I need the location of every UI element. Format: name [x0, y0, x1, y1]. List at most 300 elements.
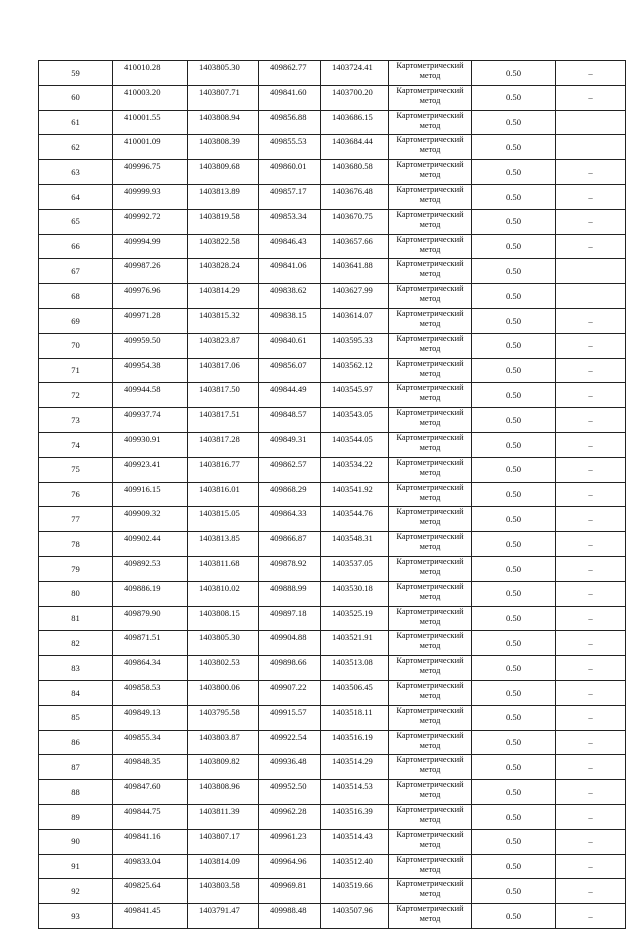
- table-row: [39, 804, 626, 829]
- accuracy-cell: 0.50: [472, 606, 556, 631]
- y-start-cell: 1403811.39: [188, 804, 259, 829]
- x-end-cell: 409964.96: [259, 854, 321, 879]
- table-row: [39, 259, 626, 284]
- point-number-cell: 67: [39, 259, 113, 284]
- table-row: [39, 656, 626, 681]
- method-cell: Картометрический метод: [389, 259, 472, 284]
- note-cell: –: [556, 85, 626, 110]
- y-end-cell: 1403657.66: [321, 234, 389, 259]
- accuracy-cell: 0.50: [472, 408, 556, 433]
- y-end-cell: 1403595.33: [321, 333, 389, 358]
- table-row: [39, 209, 626, 234]
- method-cell: Картометрический метод: [389, 482, 472, 507]
- accuracy-cell: 0.50: [472, 482, 556, 507]
- table-row: [39, 556, 626, 581]
- accuracy-cell: 0.50: [472, 879, 556, 904]
- method-cell: Картометрический метод: [389, 606, 472, 631]
- y-end-cell: 1403544.76: [321, 507, 389, 532]
- point-number-cell: 61: [39, 110, 113, 135]
- point-number-cell: 69: [39, 308, 113, 333]
- y-start-cell: 1403816.77: [188, 457, 259, 482]
- table-row: [39, 234, 626, 259]
- x-end-cell: 409952.50: [259, 780, 321, 805]
- point-number-cell: 68: [39, 284, 113, 309]
- table-row: [39, 904, 626, 929]
- method-cell: Картометрический метод: [389, 383, 472, 408]
- point-number-cell: 78: [39, 532, 113, 557]
- point-number-cell: 81: [39, 606, 113, 631]
- point-number-cell: 89: [39, 804, 113, 829]
- accuracy-cell: 0.50: [472, 184, 556, 209]
- y-end-cell: 1403543.05: [321, 408, 389, 433]
- accuracy-cell: 0.50: [472, 234, 556, 259]
- note-cell: –: [556, 879, 626, 904]
- note-cell: –: [556, 730, 626, 755]
- note-cell: –: [556, 829, 626, 854]
- accuracy-cell: 0.50: [472, 358, 556, 383]
- table-row: [39, 135, 626, 160]
- point-number-cell: 72: [39, 383, 113, 408]
- note-cell: –: [556, 606, 626, 631]
- note-cell: –: [556, 308, 626, 333]
- y-start-cell: 1403805.30: [188, 631, 259, 656]
- y-end-cell: 1403514.43: [321, 829, 389, 854]
- y-start-cell: 1403814.09: [188, 854, 259, 879]
- table-row: [39, 61, 626, 86]
- y-start-cell: 1403814.29: [188, 284, 259, 309]
- x-end-cell: 409848.57: [259, 408, 321, 433]
- x-end-cell: 409878.92: [259, 556, 321, 581]
- note-cell: –: [556, 457, 626, 482]
- note-cell: –: [556, 705, 626, 730]
- x-start-cell: 409847.60: [113, 780, 188, 805]
- table-row: [39, 606, 626, 631]
- note-cell: –: [556, 556, 626, 581]
- x-end-cell: 409856.07: [259, 358, 321, 383]
- note-cell: –: [556, 61, 626, 86]
- x-end-cell: 409853.34: [259, 209, 321, 234]
- y-start-cell: 1403810.02: [188, 581, 259, 606]
- method-cell: Картометрический метод: [389, 160, 472, 185]
- y-end-cell: 1403641.88: [321, 259, 389, 284]
- x-start-cell: 409848.35: [113, 755, 188, 780]
- y-end-cell: 1403686.15: [321, 110, 389, 135]
- y-start-cell: 1403809.82: [188, 755, 259, 780]
- x-start-cell: 410010.28: [113, 61, 188, 86]
- accuracy-cell: 0.50: [472, 209, 556, 234]
- accuracy-cell: 0.50: [472, 904, 556, 929]
- y-start-cell: 1403813.85: [188, 532, 259, 557]
- y-end-cell: 1403700.20: [321, 85, 389, 110]
- x-end-cell: 409907.22: [259, 680, 321, 705]
- y-start-cell: 1403817.51: [188, 408, 259, 433]
- x-start-cell: 409923.41: [113, 457, 188, 482]
- method-cell: Картометрический метод: [389, 432, 472, 457]
- accuracy-cell: 0.50: [472, 680, 556, 705]
- method-cell: Картометрический метод: [389, 408, 472, 433]
- accuracy-cell: 0.50: [472, 110, 556, 135]
- y-start-cell: 1403808.15: [188, 606, 259, 631]
- note-cell: –: [556, 804, 626, 829]
- y-end-cell: 1403506.45: [321, 680, 389, 705]
- note-cell: –: [556, 631, 626, 656]
- y-start-cell: 1403808.96: [188, 780, 259, 805]
- accuracy-cell: 0.50: [472, 308, 556, 333]
- method-cell: Картометрический метод: [389, 507, 472, 532]
- table-row: [39, 780, 626, 805]
- x-start-cell: 409916.15: [113, 482, 188, 507]
- table-row: [39, 432, 626, 457]
- y-start-cell: 1403803.58: [188, 879, 259, 904]
- y-end-cell: 1403514.29: [321, 755, 389, 780]
- note-cell: –: [556, 209, 626, 234]
- table-row: [39, 730, 626, 755]
- x-end-cell: 409838.15: [259, 308, 321, 333]
- note-cell: –: [556, 680, 626, 705]
- accuracy-cell: 0.50: [472, 780, 556, 805]
- y-start-cell: 1403791.47: [188, 904, 259, 929]
- x-start-cell: 409994.99: [113, 234, 188, 259]
- note-cell: [556, 259, 626, 284]
- x-start-cell: 409996.75: [113, 160, 188, 185]
- table-row: [39, 482, 626, 507]
- y-end-cell: 1403507.96: [321, 904, 389, 929]
- table-row: [39, 532, 626, 557]
- y-start-cell: 1403822.58: [188, 234, 259, 259]
- y-end-cell: 1403534.22: [321, 457, 389, 482]
- x-start-cell: 410001.55: [113, 110, 188, 135]
- x-end-cell: 409857.17: [259, 184, 321, 209]
- table-row: [39, 184, 626, 209]
- point-number-cell: 66: [39, 234, 113, 259]
- point-number-cell: 62: [39, 135, 113, 160]
- y-start-cell: 1403817.28: [188, 432, 259, 457]
- x-end-cell: 409969.81: [259, 879, 321, 904]
- method-cell: Картометрический метод: [389, 184, 472, 209]
- x-end-cell: 409840.61: [259, 333, 321, 358]
- table-row: [39, 581, 626, 606]
- point-number-cell: 64: [39, 184, 113, 209]
- table-row: [39, 110, 626, 135]
- x-end-cell: 409862.57: [259, 457, 321, 482]
- x-start-cell: 409825.64: [113, 879, 188, 904]
- method-cell: Картометрический метод: [389, 358, 472, 383]
- x-start-cell: 409892.53: [113, 556, 188, 581]
- method-cell: Картометрический метод: [389, 829, 472, 854]
- accuracy-cell: 0.50: [472, 135, 556, 160]
- y-start-cell: 1403819.58: [188, 209, 259, 234]
- point-number-cell: 76: [39, 482, 113, 507]
- y-end-cell: 1403541.92: [321, 482, 389, 507]
- x-start-cell: 409879.90: [113, 606, 188, 631]
- y-start-cell: 1403800.06: [188, 680, 259, 705]
- x-end-cell: 409898.66: [259, 656, 321, 681]
- y-start-cell: 1403828.24: [188, 259, 259, 284]
- accuracy-cell: 0.50: [472, 581, 556, 606]
- accuracy-cell: 0.50: [472, 259, 556, 284]
- accuracy-cell: 0.50: [472, 333, 556, 358]
- table-row: [39, 333, 626, 358]
- y-start-cell: 1403815.05: [188, 507, 259, 532]
- method-cell: Картометрический метод: [389, 854, 472, 879]
- method-cell: Картометрический метод: [389, 308, 472, 333]
- x-start-cell: 409841.16: [113, 829, 188, 854]
- y-end-cell: 1403680.58: [321, 160, 389, 185]
- method-cell: Картометрический метод: [389, 804, 472, 829]
- method-cell: Картометрический метод: [389, 755, 472, 780]
- table-row: [39, 85, 626, 110]
- x-start-cell: 409886.19: [113, 581, 188, 606]
- point-number-cell: 65: [39, 209, 113, 234]
- note-cell: –: [556, 358, 626, 383]
- y-end-cell: 1403676.48: [321, 184, 389, 209]
- x-end-cell: 409904.88: [259, 631, 321, 656]
- x-end-cell: 409922.54: [259, 730, 321, 755]
- point-number-cell: 80: [39, 581, 113, 606]
- note-cell: –: [556, 432, 626, 457]
- y-end-cell: 1403530.18: [321, 581, 389, 606]
- accuracy-cell: 0.50: [472, 85, 556, 110]
- note-cell: –: [556, 581, 626, 606]
- x-start-cell: 409858.53: [113, 680, 188, 705]
- y-start-cell: 1403817.06: [188, 358, 259, 383]
- y-start-cell: 1403807.17: [188, 829, 259, 854]
- y-start-cell: 1403815.32: [188, 308, 259, 333]
- x-start-cell: 409999.93: [113, 184, 188, 209]
- table-row: [39, 680, 626, 705]
- y-end-cell: 1403514.53: [321, 780, 389, 805]
- note-cell: –: [556, 160, 626, 185]
- table-row: [39, 631, 626, 656]
- table-row: [39, 160, 626, 185]
- y-start-cell: 1403817.50: [188, 383, 259, 408]
- point-number-cell: 83: [39, 656, 113, 681]
- table-row: [39, 705, 626, 730]
- y-end-cell: 1403537.05: [321, 556, 389, 581]
- note-cell: –: [556, 507, 626, 532]
- x-start-cell: 409937.74: [113, 408, 188, 433]
- point-number-cell: 77: [39, 507, 113, 532]
- y-start-cell: 1403808.39: [188, 135, 259, 160]
- method-cell: Картометрический метод: [389, 85, 472, 110]
- method-cell: Картометрический метод: [389, 284, 472, 309]
- y-end-cell: 1403513.08: [321, 656, 389, 681]
- y-start-cell: 1403811.68: [188, 556, 259, 581]
- method-cell: Картометрический метод: [389, 631, 472, 656]
- x-end-cell: 409846.43: [259, 234, 321, 259]
- accuracy-cell: 0.50: [472, 556, 556, 581]
- accuracy-cell: 0.50: [472, 705, 556, 730]
- note-cell: –: [556, 904, 626, 929]
- method-cell: Картометрический метод: [389, 879, 472, 904]
- x-end-cell: 409838.62: [259, 284, 321, 309]
- x-end-cell: 409897.18: [259, 606, 321, 631]
- method-cell: Картометрический метод: [389, 333, 472, 358]
- table-row: [39, 507, 626, 532]
- y-end-cell: 1403516.39: [321, 804, 389, 829]
- x-end-cell: 409860.01: [259, 160, 321, 185]
- point-number-cell: 85: [39, 705, 113, 730]
- x-end-cell: 409961.23: [259, 829, 321, 854]
- method-cell: Картометрический метод: [389, 556, 472, 581]
- y-end-cell: 1403512.40: [321, 854, 389, 879]
- method-cell: Картометрический метод: [389, 656, 472, 681]
- accuracy-cell: 0.50: [472, 532, 556, 557]
- note-cell: –: [556, 532, 626, 557]
- method-cell: Картометрический метод: [389, 680, 472, 705]
- x-end-cell: 409888.99: [259, 581, 321, 606]
- table-row: [39, 457, 626, 482]
- method-cell: Картометрический метод: [389, 730, 472, 755]
- y-start-cell: 1403807.71: [188, 85, 259, 110]
- y-end-cell: 1403518.11: [321, 705, 389, 730]
- x-start-cell: 409909.32: [113, 507, 188, 532]
- method-cell: Картометрический метод: [389, 135, 472, 160]
- table-row: [39, 755, 626, 780]
- point-number-cell: 70: [39, 333, 113, 358]
- note-cell: –: [556, 755, 626, 780]
- x-start-cell: 409992.72: [113, 209, 188, 234]
- note-cell: –: [556, 408, 626, 433]
- y-end-cell: 1403562.12: [321, 358, 389, 383]
- point-number-cell: 60: [39, 85, 113, 110]
- coordinates-table-body: [39, 61, 626, 929]
- point-number-cell: 82: [39, 631, 113, 656]
- point-number-cell: 73: [39, 408, 113, 433]
- point-number-cell: 87: [39, 755, 113, 780]
- x-end-cell: 409988.48: [259, 904, 321, 929]
- y-end-cell: 1403545.97: [321, 383, 389, 408]
- x-start-cell: 409930.91: [113, 432, 188, 457]
- point-number-cell: 92: [39, 879, 113, 904]
- accuracy-cell: 0.50: [472, 829, 556, 854]
- x-end-cell: 409855.53: [259, 135, 321, 160]
- y-end-cell: 1403525.19: [321, 606, 389, 631]
- x-end-cell: 409862.77: [259, 61, 321, 86]
- x-end-cell: 409936.48: [259, 755, 321, 780]
- accuracy-cell: 0.50: [472, 61, 556, 86]
- note-cell: [556, 284, 626, 309]
- x-end-cell: 409868.29: [259, 482, 321, 507]
- x-start-cell: 409987.26: [113, 259, 188, 284]
- accuracy-cell: 0.50: [472, 631, 556, 656]
- y-end-cell: 1403516.19: [321, 730, 389, 755]
- y-end-cell: 1403670.75: [321, 209, 389, 234]
- x-end-cell: 409915.57: [259, 705, 321, 730]
- method-cell: Картометрический метод: [389, 457, 472, 482]
- x-start-cell: 409954.38: [113, 358, 188, 383]
- x-start-cell: 409971.28: [113, 308, 188, 333]
- x-end-cell: 409962.28: [259, 804, 321, 829]
- y-start-cell: 1403809.68: [188, 160, 259, 185]
- y-end-cell: 1403614.07: [321, 308, 389, 333]
- y-end-cell: 1403544.05: [321, 432, 389, 457]
- method-cell: Картометрический метод: [389, 780, 472, 805]
- x-start-cell: 409976.96: [113, 284, 188, 309]
- method-cell: Картометрический метод: [389, 581, 472, 606]
- point-number-cell: 86: [39, 730, 113, 755]
- y-end-cell: 1403627.99: [321, 284, 389, 309]
- table-row: [39, 284, 626, 309]
- point-number-cell: 63: [39, 160, 113, 185]
- accuracy-cell: 0.50: [472, 284, 556, 309]
- note-cell: –: [556, 333, 626, 358]
- method-cell: Картометрический метод: [389, 705, 472, 730]
- method-cell: Картометрический метод: [389, 209, 472, 234]
- y-start-cell: 1403823.87: [188, 333, 259, 358]
- x-start-cell: 410001.09: [113, 135, 188, 160]
- y-start-cell: 1403805.30: [188, 61, 259, 86]
- note-cell: [556, 110, 626, 135]
- accuracy-cell: 0.50: [472, 160, 556, 185]
- note-cell: –: [556, 184, 626, 209]
- table-row: [39, 829, 626, 854]
- note-cell: –: [556, 780, 626, 805]
- table-row: [39, 308, 626, 333]
- point-number-cell: 59: [39, 61, 113, 86]
- method-cell: Картометрический метод: [389, 234, 472, 259]
- x-start-cell: 409959.50: [113, 333, 188, 358]
- point-number-cell: 90: [39, 829, 113, 854]
- x-start-cell: 410003.20: [113, 85, 188, 110]
- table-row: [39, 879, 626, 904]
- point-number-cell: 79: [39, 556, 113, 581]
- point-number-cell: 93: [39, 904, 113, 929]
- y-start-cell: 1403803.87: [188, 730, 259, 755]
- y-end-cell: 1403548.31: [321, 532, 389, 557]
- accuracy-cell: 0.50: [472, 457, 556, 482]
- point-number-cell: 74: [39, 432, 113, 457]
- x-start-cell: 409841.45: [113, 904, 188, 929]
- accuracy-cell: 0.50: [472, 755, 556, 780]
- note-cell: –: [556, 854, 626, 879]
- y-start-cell: 1403813.89: [188, 184, 259, 209]
- x-start-cell: 409864.34: [113, 656, 188, 681]
- accuracy-cell: 0.50: [472, 854, 556, 879]
- note-cell: [556, 135, 626, 160]
- y-start-cell: 1403816.01: [188, 482, 259, 507]
- accuracy-cell: 0.50: [472, 730, 556, 755]
- point-number-cell: 91: [39, 854, 113, 879]
- table-row: [39, 408, 626, 433]
- x-start-cell: 409849.13: [113, 705, 188, 730]
- y-end-cell: 1403521.91: [321, 631, 389, 656]
- x-end-cell: 409856.88: [259, 110, 321, 135]
- note-cell: –: [556, 383, 626, 408]
- y-end-cell: 1403684.44: [321, 135, 389, 160]
- y-end-cell: 1403519.66: [321, 879, 389, 904]
- x-end-cell: 409849.31: [259, 432, 321, 457]
- y-start-cell: 1403808.94: [188, 110, 259, 135]
- accuracy-cell: 0.50: [472, 432, 556, 457]
- x-start-cell: 409902.44: [113, 532, 188, 557]
- x-start-cell: 409871.51: [113, 631, 188, 656]
- y-end-cell: 1403724.41: [321, 61, 389, 86]
- method-cell: Картометрический метод: [389, 110, 472, 135]
- x-start-cell: 409944.58: [113, 383, 188, 408]
- accuracy-cell: 0.50: [472, 383, 556, 408]
- accuracy-cell: 0.50: [472, 804, 556, 829]
- x-end-cell: 409864.33: [259, 507, 321, 532]
- point-number-cell: 75: [39, 457, 113, 482]
- note-cell: –: [556, 482, 626, 507]
- method-cell: Картометрический метод: [389, 532, 472, 557]
- x-start-cell: 409844.75: [113, 804, 188, 829]
- table-row: [39, 383, 626, 408]
- note-cell: –: [556, 234, 626, 259]
- x-start-cell: 409855.34: [113, 730, 188, 755]
- table-row: [39, 358, 626, 383]
